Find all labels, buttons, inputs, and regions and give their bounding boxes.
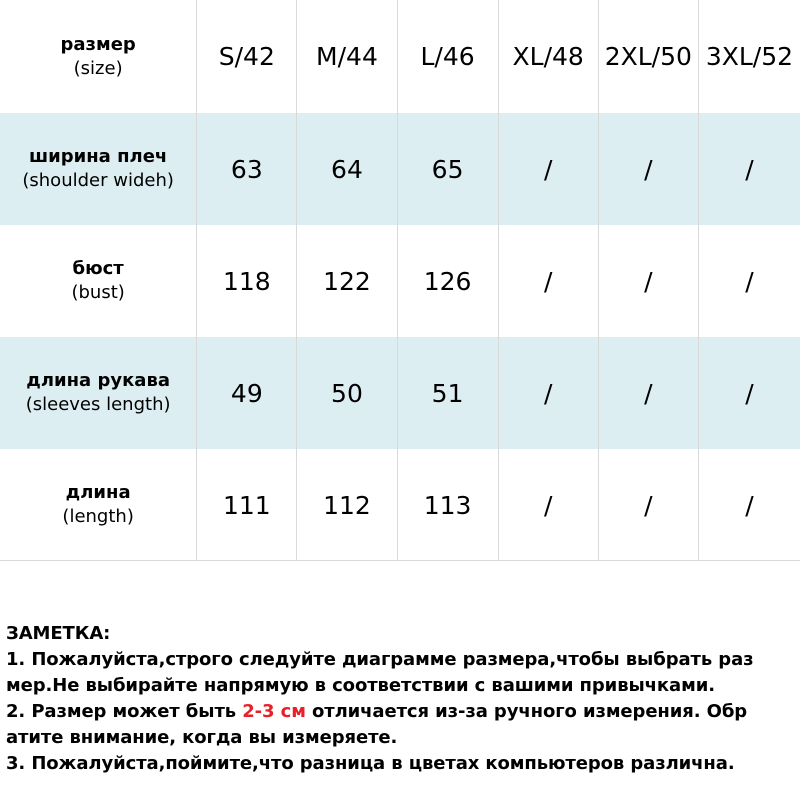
row-label-ru: бюст [72,258,124,279]
row-label-cell [0,113,197,225]
row-label-ru: ширина плеч [29,146,168,167]
header-label-cell [0,0,197,113]
note-line: мер.Не выбирайте напрямую в соответствии с вашими привычками. [6,675,715,696]
table-cell: / [745,490,754,520]
note-line: 3. Пожалуйста,поймите,что разница в цветах компьютеров различна. [6,753,735,774]
table-cell: / [599,337,699,449]
table-cell: / [599,113,699,225]
table-cell: / [499,113,599,225]
table-cell: 122 [297,225,397,337]
row-label-ru: длина [65,482,131,503]
row-label-en: (sleeves length) [25,394,171,415]
notes-block [6,621,796,777]
notes-title: ЗАМЕТКА: [6,623,111,644]
table-cell: 112 [297,449,397,561]
table-cell: / [499,449,599,561]
table-cell: 126 [398,225,499,337]
note-text: 2. Размер может быть [6,701,243,722]
row-label-cell [0,225,197,337]
row-label-cell [0,449,197,561]
header-size-cell: 3XL/52 [705,42,794,71]
table-row-length [0,449,800,561]
table-cell: 64 [297,113,397,225]
header-label-ru: размер [60,33,136,55]
table-cell: 113 [398,449,499,561]
table-cell: 51 [398,337,499,449]
header-size-cell: M/44 [297,0,397,113]
table-cell: / [499,225,599,337]
header-size-cell: S/42 [197,0,297,113]
header-label-en: (size) [73,57,123,79]
table-row-sleeve [0,337,800,449]
table-row-bust [0,225,800,337]
note-line: атите внимание, когда вы измеряете. [6,727,398,748]
note-line: 1. Пожалуйста,строго следуйте диаграмме размера,чтобы выбрать раз [6,649,754,670]
table-cell: 49 [197,337,297,449]
table-cell: / [499,337,599,449]
note-text: отличается из-за ручного измерения. Обр [305,701,748,722]
table-cell: 65 [398,113,499,225]
row-label-en: (bust) [71,282,125,303]
table-cell: / [745,266,754,296]
table-row-shoulder [0,113,800,225]
note-highlight: 2-3 см [242,701,306,722]
table-cell: / [745,378,754,408]
table-cell: 118 [197,225,297,337]
row-label-en: (length) [62,506,134,527]
table-cell: 111 [197,449,297,561]
table-cell: / [599,449,699,561]
table-cell: 63 [197,113,297,225]
table-cell: / [599,225,699,337]
header-size-cell: 2XL/50 [599,0,699,113]
row-label-en: (shoulder wideh) [22,170,174,191]
note-line [6,699,796,725]
table-header-row [0,0,800,113]
row-label-ru: длина рукава [26,370,170,391]
table-cell: 50 [297,337,397,449]
header-size-cell: L/46 [398,0,499,113]
header-size-cell: XL/48 [499,0,599,113]
table-cell: / [745,154,754,184]
row-label-cell [0,337,197,449]
